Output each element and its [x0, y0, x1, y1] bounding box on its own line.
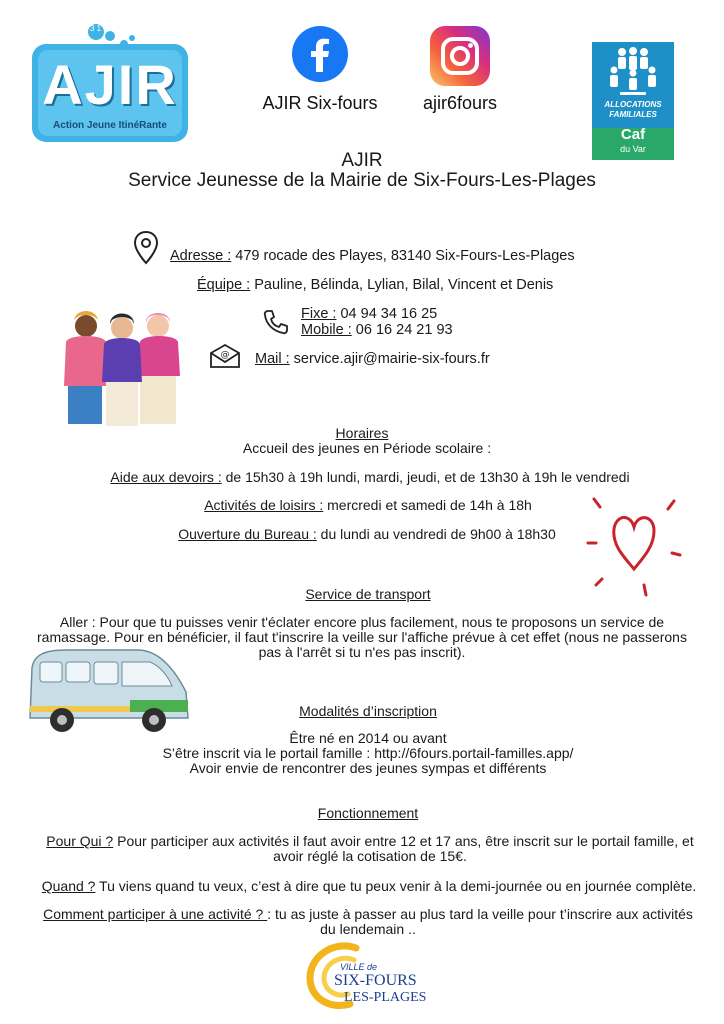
bureau-value: du lundi au vendredi de 9h00 à 18h30: [316, 526, 556, 542]
six-fours-logo: [304, 938, 428, 1012]
pour-qui-label: Pour Qui ?: [46, 833, 114, 849]
fonctionnement-heading: Fonctionnement: [317, 805, 419, 821]
address-line: [170, 248, 575, 264]
quand-label: Quand ?: [41, 878, 96, 894]
ajir-logo-tagline: Action Jeune ItinéRante: [53, 120, 167, 131]
facebook-icon: [292, 26, 348, 82]
mail-label: Mail :: [255, 351, 290, 367]
van-illustration: [26, 648, 192, 740]
inscription-text: [0, 731, 724, 776]
comment-label: Comment participer à une activité ?: [43, 906, 268, 922]
facebook-link[interactable]: [250, 26, 390, 114]
caf-logo: [592, 42, 674, 160]
loisirs-value: mercredi et samedi de 14h à 18h: [323, 497, 532, 513]
caf-line1: ALLOCATIONS: [604, 100, 662, 109]
instagram-label: ajir6fours: [422, 93, 498, 113]
six-fours-logo-line3: LES-PLAGES: [344, 990, 427, 1005]
caf-sub: du Var: [620, 144, 646, 154]
quand-line: [0, 878, 724, 894]
inscription-heading: Modalités d’inscription: [299, 703, 437, 719]
team-line: [197, 277, 553, 293]
comment-value: : tu as juste à passer au plus tard la veille pour t’inscrire aux activités: [267, 906, 693, 922]
pour-qui-block: [0, 834, 724, 864]
comment-value2: du lendemain ..: [320, 921, 416, 937]
mail-line: [255, 351, 490, 367]
pour-qui-value2: avoir réglé la cotisation de 15€.: [273, 848, 467, 864]
page-subtitle: Service Jeunesse de la Mairie de Six-Fours-Les-Plages: [128, 170, 596, 191]
transport-line1: Aller : Pour que tu puisses venir t'éclater encore plus facilement, nous te proposons un service de: [59, 614, 665, 630]
mobile-value[interactable]: 06 16 24 21 93: [351, 322, 453, 338]
instagram-link[interactable]: [390, 26, 530, 114]
six-fours-logo-line1: VILLE de: [340, 962, 378, 972]
mobile-label: Mobile :: [301, 322, 352, 338]
ajir-logo-bubble-text: 3 1: [90, 24, 102, 33]
inscription-line3: Avoir envie de rencontrer des jeunes sympas et différents: [189, 760, 547, 776]
team-label: Équipe :: [197, 277, 251, 293]
six-fours-logo-line2: SIX-FOURS: [334, 972, 417, 989]
inscription-line1: Être né en 2014 ou avant: [289, 730, 447, 746]
fixe-value[interactable]: 04 94 34 16 25: [336, 306, 438, 322]
transport-line3: pas à l'arrêt si tu n'es pas inscrit).: [258, 644, 466, 660]
bureau-label: Ouverture du Bureau :: [178, 526, 317, 542]
phone-icon: [262, 308, 290, 336]
mail-value[interactable]: service.ajir@mairie-six-fours.fr: [289, 351, 490, 367]
caf-brand: Caf: [620, 126, 646, 143]
comment-block: [0, 907, 724, 937]
caf-line2: FAMILIALES: [609, 110, 657, 119]
svg-text:@: @: [220, 350, 230, 360]
transport-line2: ramassage. Pour en bénéficier, il faut t'inscrire la veille sur l'affiche prévue à cet effet (nous ne passerons: [37, 629, 687, 645]
heart-doodle-icon: [586, 493, 686, 597]
address-value: 479 rocade des Playes, 83140 Six-Fours-Les-Plages: [231, 248, 575, 264]
ajir-logo-text: AJIR: [42, 53, 178, 116]
address-label: Adresse :: [170, 248, 232, 264]
devoirs-value: de 15h30 à 19h lundi, mardi, jeudi, et de 13h30 à 19h le vendredi: [221, 469, 630, 485]
devoirs-label: Aide aux devoirs :: [110, 469, 222, 485]
team-value: Pauline, Bélinda, Lylian, Bilal, Vincent et Denis: [250, 277, 554, 293]
page-title: AJIR: [341, 150, 383, 171]
youth-illustration: [52, 306, 192, 430]
pour-qui-value: Pour participer aux activités il faut avoir entre 12 et 17 ans, être inscrit sur le portail famille, et: [113, 833, 694, 849]
devoirs-line: [0, 469, 724, 485]
inscription-line2: S’être inscrit via le portail famille : http://6fours.portail-familles.app/: [162, 745, 574, 761]
loisirs-label: Activités de loisirs :: [204, 497, 324, 513]
transport-heading: Service de transport: [305, 586, 431, 602]
phone-block: [301, 306, 453, 338]
instagram-icon: [430, 26, 490, 86]
facebook-label: AJIR Six-fours: [262, 93, 378, 113]
fixe-label: Fixe :: [301, 306, 337, 322]
horaires-heading: Horaires: [335, 425, 389, 441]
quand-value: Tu viens quand tu veux, c’est à dire que tu peux venir à la demi-journée ou en journée complète.: [95, 878, 697, 894]
mail-icon: [208, 343, 242, 369]
ajir-logo: [30, 22, 190, 144]
horaires-subheading: Accueil des jeunes en Période scolaire :: [242, 440, 492, 456]
location-pin-icon: [133, 230, 159, 266]
